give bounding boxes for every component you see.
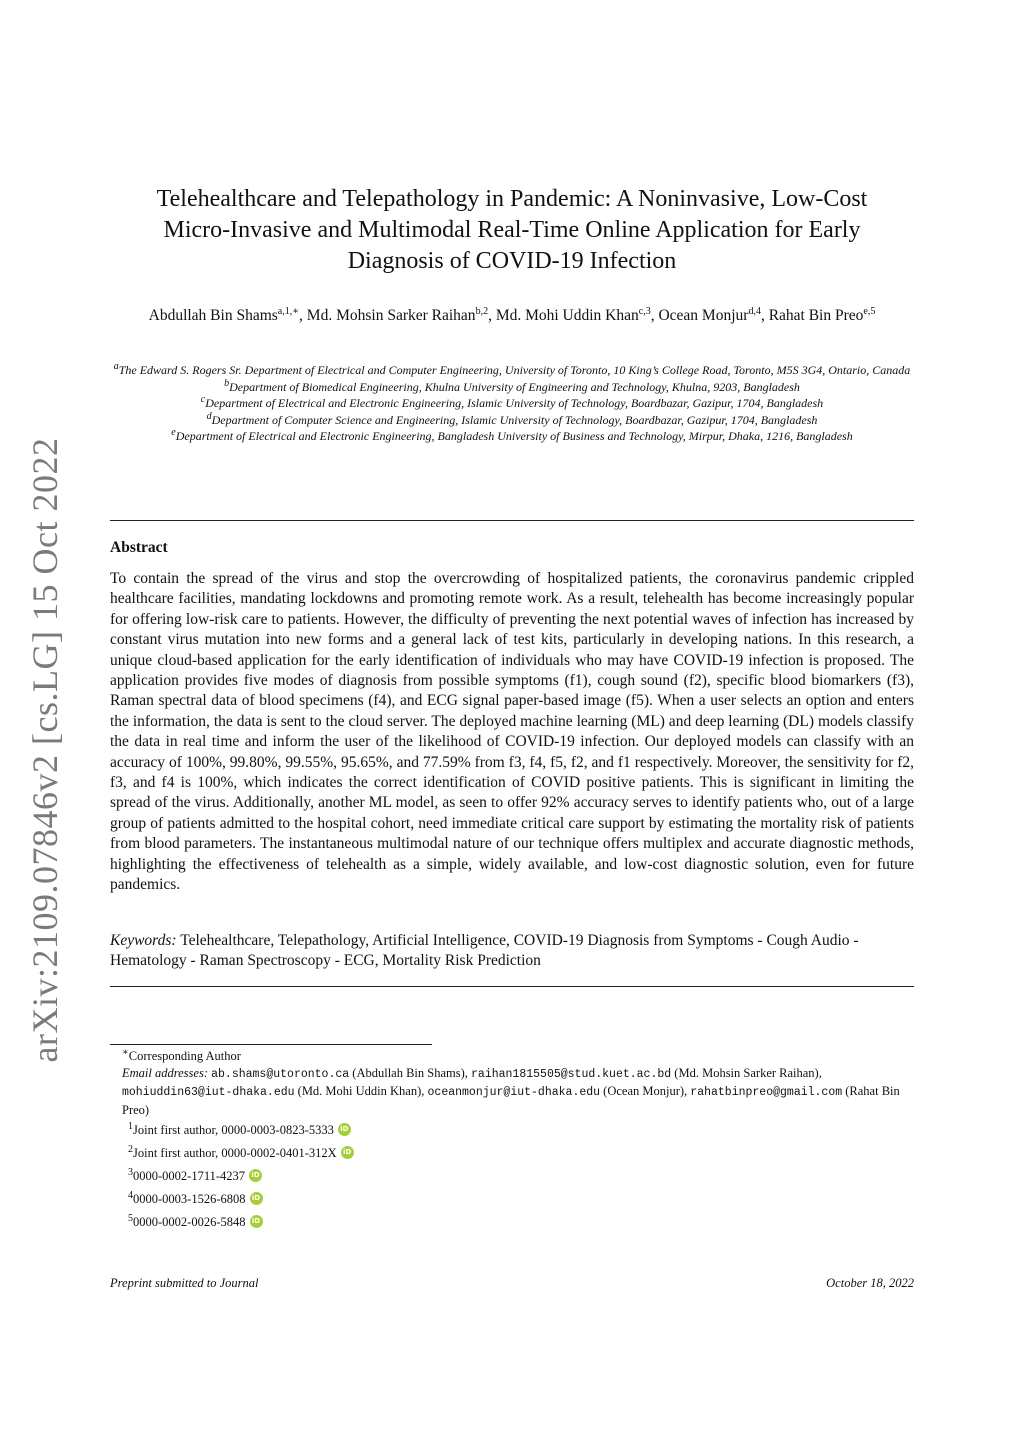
keywords <box>110 931 914 972</box>
orcid-icon[interactable]: iD <box>341 1146 354 1159</box>
orcid-note: $^5$0000-0002-0026-5848 iD <box>110 1212 914 1233</box>
abstract-top-rule <box>110 520 914 521</box>
abstract-heading: Abstract <box>110 539 168 556</box>
title-line: Telehealthcare and Telepathology in Pandemic: A Noninvasive, Low-Cost <box>156 186 868 212</box>
orcid-note: $^3$0000-0002-1711-4237 iD <box>110 1166 914 1187</box>
footnote-rule <box>110 1044 432 1045</box>
orcid-icon[interactable]: iD <box>249 1169 262 1182</box>
author: Md. Mohi Uddin Khan$^{c,3}$, <box>495 305 659 324</box>
affiliation: $^c$Department of Electrical and Electronic Engineering, Islamic University of Technology, Boardbazar, Gazipur, 1704, Bangladesh <box>200 394 824 410</box>
orcid-icon[interactable]: iD <box>338 1123 351 1136</box>
footer-date: October 18, 2022 <box>826 1276 914 1290</box>
email-link[interactable]: oceanmonjur@iut-dhaka.edu <box>427 1086 601 1099</box>
footnotes <box>110 1048 914 1233</box>
orcid-icon[interactable]: iD <box>250 1192 263 1205</box>
keywords-text: Telehealthcare, Telepathology, Artificial Intelligence, COVID-19 Diagnosis from Symptoms - Cough Audio - Hematology - Raman Spectroscopy - ECG, Mortality Risk Prediction <box>110 932 859 970</box>
orcid-note: $^2$Joint first author, 0000-0002-0401-312X iD <box>110 1143 914 1164</box>
paper-title <box>110 184 914 277</box>
orcid-note: $^4$0000-0003-1526-6808 iD <box>110 1189 914 1210</box>
email-link[interactable]: rahatbinpreo@gmail.com <box>690 1086 843 1099</box>
footer-preprint-note: Preprint submitted to Journal <box>110 1276 259 1290</box>
title-line: Diagnosis of COVID-19 Infection <box>347 248 677 274</box>
affiliation: $^b$Department of Biomedical Engineering, Khulna University of Engineering and Technology, Khulna, 9203, Bangladesh <box>224 377 800 394</box>
abstract-bottom-rule <box>110 986 914 987</box>
title-line: Micro-Invasive and Multimodal Real-Time Online Application for Early <box>163 217 861 243</box>
orcid-note: $^1$Joint first author, 0000-0003-0823-5333 iD <box>110 1120 914 1141</box>
keywords-label: Keywords: <box>110 932 177 949</box>
author: Ocean Monjur$^{d,4}$, <box>658 305 769 324</box>
author: Abdullah Bin Shams$^{a,1,∗}$, <box>148 305 307 324</box>
orcid-icon[interactable]: iD <box>250 1215 263 1228</box>
email-link[interactable]: mohiuddin63@iut-dhaka.edu <box>122 1086 295 1099</box>
affiliation-list <box>110 362 914 445</box>
email-addresses: Email addresses: ab.shams@utoronto.ca (Abdullah Bin Shams), raihan1815505@stud.kuet.ac.bd (Md. Mohsin Sarker Raihan), mohiuddin63@iut-dhaka.edu (Md. Mohi Uddin Khan), oceanmonjur@iut-dhaka.edu (Ocean Monjur), rahatbinpreo@gmail.com (Rahat Bin Preo) <box>122 1065 900 1117</box>
affiliation: $^a$The Edward S. Rogers Sr. Department of Electrical and Computer Engineering, University of Toronto, 10 King’s College Road, Toronto, M5S 3G4, Ontario, Canada <box>113 361 911 377</box>
author: Md. Mohsin Sarker Raihan$^{b,2}$, <box>306 305 496 324</box>
affiliation: $^d$Department of Computer Science and Engineering, Islamic University of Technology, Boardbazar, Gazipur, 1704, Bangladesh <box>206 410 818 427</box>
arxiv-identifier-stamp: arXiv:2109.07846v2 [cs.LG] 15 Oct 2022 <box>25 437 65 1063</box>
abstract-body: To contain the spread of the virus and stop the overcrowding of hospitalized patients, the coronavirus pandemic crippled healthcare facilities, mandating lockdowns and promoting remote work. As a result, telehealth has become increasingly popular for offering low-risk care to patients. However, the difficulty of preventing the next potential waves of infection has increased by constant virus mutation into new forms and a general lack of test kits, particularly in developing nations. In this research, a unique cloud-based application for the early identification of individuals who may have COVID-19 infection is proposed. The application provides five modes of diagnosis from possible symptoms (f1), cough sound (f2), specific blood biomarkers (f3), Raman spectral data of blood specimens (f4), and ECG signal paper-based image (f5). When a user selects an option and enters the information, the data is sent to the cloud server. The deployed machine learning (ML) and deep learning (DL) models classify the data in real time and inform the user of the likelihood of COVID-19 infection. Our deployed models can classify with an accuracy of 100%, 99.80%, 99.55%, 95.65%, and 77.59% from f3, f4, f5, f2, and f1 respectively. Moreover, the sensitivity for f2, f3, and f4 is 100%, which indicates the correct identification of COVID positive patients. This is significant in limiting the spread of the virus. Additionally, another ML model, as seen to offer 92% accuracy serves to identify patients who, out of a large group of patients admitted to the hospital cohort, need immediate critical care support by estimating the mortality risk of patients from blood parameters. The instantaneous multimodal nature of our technique offers multiplex and accurate diagnostic methods, highlighting the effectiveness of telehealth as a simple, widely available, and low-cost diagnostic solution, even for future pandemics. <box>110 570 914 894</box>
affiliation: $^e$Department of Electrical and Electronic Engineering, Bangladesh University of Business and Technology, Mirpur, Dhaka, 1216, Bangladesh <box>171 427 853 443</box>
email-link[interactable]: ab.shams@utoronto.ca <box>211 1067 350 1081</box>
author-list <box>110 305 914 326</box>
author: Rahat Bin Preo$^{e,5}$ <box>768 305 876 324</box>
email-link[interactable]: raihan1815505@stud.kuet.ac.bd <box>471 1067 672 1081</box>
corresponding-author-note: ∗Corresponding Author <box>122 1046 241 1063</box>
